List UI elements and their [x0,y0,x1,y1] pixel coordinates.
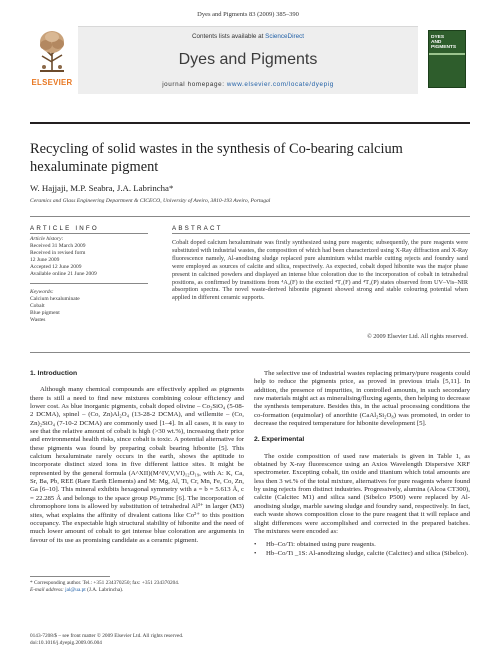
introduction-paragraph: Although many chemical compounds are effectively applied as pigments there is still a need to find new mixtures combining colour efficiency and lower cost. As blue inorganic pigments, cobalt doped olivine – Co₂SiO₄ (5-08-2 DCMA), spinel – (Co, Zn)Al₂O₄ (13-28-2 DCMA), and willemite – (Co, Zn)₂SiO₄ (7-10-2 DCMA) are commonly used [1–4]. In all cases, it is easy to see that the relative amount of cobalt is high (>30 wt.%), increasing their price and environmental health risks, since cobalt is toxic. A potential alternative for these pigments was found by preparing cobalt bearing hibonite [5]. This calcium hexaluminate rarely occurs in the earth, shows the aptitude to incorporate distinct sized ions in five different lattice sites. It might be represented by the general formula (A^XII)(M^IV,V,VI)₁₂O₁₉, with A: K, Ca, Sr, Ba, Pb, REE (Rare Earth Elements) and M: Mg, Al, Ti, Cr, Mn, Fe, Co, Zn, Ga [6–10]. This mineral exhibits hexagonal symmetry with a = b = 5.613 Å, c = 22.285 Å and belongs to the space group P6₃/mmc [6]. The incorporation of chromophore ions is allowed by substitution of tetrahedral Al³⁺ in larger (M3) sites, what explains the affinity of divalent cations like Co²⁺ to this position occupancy. The expectable high structural stability of hibonite and the need of much lower amount of cobalt to get intense blue coloration are arguments in favour of its use as promising candidate as a ceramic pigment. [30,386,244,544]
article-info-rule [30,233,148,234]
cover-title-line-3: PIGMENTS [431,45,457,51]
contents-line [78,33,418,40]
experimental-heading: 2. Experimental [254,436,305,444]
left-column [30,370,244,545]
footnote-rule [30,576,110,577]
abstract-text: Cobalt doped calcium hexaluminate was firstly synthesized using pure reagents; subsequently, the pure reagents were substituted with industrial wastes, the composition of which had been characterized using X-Ray diffraction and X-Ray fluorescence namely, Al-anodising sludge replaced pure aluminium whilst marble cutting rejects and foundry sand were employed as sources of calcite and silica, respectively. As expected, cobalt doped hibonite was the major phase present in calcined powders and displayed an intense blue coloration due to the incorporation of cobalt in tetrahedral positions, as confirmed by transitions from ⁴A₂(F) to the excited ⁴T₁(F) and ⁴T₁(P) states observed from UV–Vis–NIR absorption spectra. The novel waste-derived hibonite pigment showed strong and stable colouring potential when applied in different ceramic supports. [172,239,468,302]
keyword-item: Blue pigment [30,309,60,316]
sciencedirect-link[interactable]: ScienceDirect [265,33,304,40]
cover-title [431,35,463,51]
experimental-paragraph: The oxide composition of used raw materials is given in Table 1, as obtained by X-ray fluorescence using an Axios Wavelength Dispersive XRF spectrometer. Excepting cobalt, tin oxide and titanium which total amounts are less then 3 wt.% of the total mixture, alternatives for pure reagents where found by using rejects from distinct industries. Progressively, alumina (Alcoa CT300), calcite (Calcitec M1) and silica sand (Sibelco P500) were replaced by Al-anodising sludge, marble sawing sludge and foundry sand, respectively. In fact, each waste shows composition close to the pure reagent that it will replace and slight differences were accomplished and corrected in the prepared batches. The mixtures were encoded as: [254,452,470,535]
list-item [254,550,470,558]
keyword-item: Cobalt [30,302,45,309]
list-item-text: Hb–Co/Ti _1S: Al-anodizing sludge, calcite (Calcitec) and silica (Sibelco). [266,549,469,557]
issn-line: 0143-7208/$ – see front matter © 2009 Elsevier Ltd. All rights reserved. [30,633,184,639]
doi-line[interactable]: doi:10.1016/j.dyepig.2009.06.004 [30,639,102,646]
history-item: Available online 21 June 2009 [30,271,97,278]
cover-title-line-2: AND [431,40,442,46]
contents-prefix: Contents lists available at [191,33,266,40]
history-block [30,236,148,279]
header-rule [30,122,470,124]
tree-logo-icon [36,28,68,74]
introduction-paragraph-2: The selective use of industrial wastes replacing primary/pure reagents could help to reduce the pigments price, as proved in previous trials [5,11]. In addition, the presence of impurities, in controlled amounts, in such secondary raw materials might act as mineralising/fluxing agents, then helping to decrease the synthesis temperature. Besides this, in the actual processing conditions the co-formation (equimolar) of anorthite (CaAl₂Si₂O₈) was promoted, in order to decrease the required temperature for hibonite development [5]. [254,370,470,428]
keywords-block [30,289,148,324]
list-item-text: Hb–Co/Ti: obtained using pure reagents. [266,541,376,549]
info-divider [30,283,148,284]
journal-cover-thumbnail[interactable] [428,30,466,88]
history-item: Received in revised form [30,250,86,257]
authors-text: W. Hajjaji, M.P. Seabra, J.A. Labrincha [30,183,169,193]
article-title [30,141,460,176]
email-label: E-mail address: [30,586,66,593]
author-list [30,183,173,193]
article-title-line-1: Recycling of solid wastes in the synthesis of Co-bearing calcium [30,141,403,157]
corresponding-author-note: * Corresponding author. Tel.: +351 234370250; fax: +351 234370204. [30,580,180,586]
abstract-copyright: © 2009 Elsevier Ltd. All rights reserved. [367,333,468,340]
publisher-name: ELSEVIER [31,78,73,87]
cover-stripe [429,53,465,55]
email-suffix: (J.A. Labrincha). [85,586,124,593]
history-label: Article history: [30,236,64,242]
history-item: Received 31 March 2009 [30,243,86,250]
article-info [30,236,148,324]
homepage-link[interactable]: www.elsevier.com/locate/dyepig [226,81,334,88]
list-item [254,541,470,549]
abstract-divider [30,352,470,353]
journal-reference: Dyes and Pigments 83 (2009) 385–390 [197,11,299,18]
footnote [30,580,244,593]
right-column [254,370,470,558]
history-item: Accepted 12 June 2009 [30,264,82,271]
elsevier-logo[interactable] [30,28,74,92]
keyword-item: Calcium hexaluminate [30,295,80,302]
homepage-prefix: journal homepage: [162,81,227,88]
cover-title-line-1: DYES [431,35,445,40]
keyword-item: Wastes [30,316,46,323]
journal-header-box [78,26,418,94]
email-link[interactable]: jal@ua.pt [65,586,86,593]
journal-title: Dyes and Pigments [178,51,318,68]
abstract-heading: ABSTRACT [172,225,223,232]
abstract-rule [172,233,470,234]
journal-banner [30,26,470,94]
corresponding-mark[interactable]: * [168,183,174,193]
keywords-label: Keywords: [30,288,54,295]
issn-block [30,633,244,646]
introduction-heading: 1. Introduction [30,370,78,377]
bullet-icon: • [254,541,257,549]
title-divider [30,216,470,217]
email-line [30,587,244,594]
article-title-line-2: hexaluminate pigment [30,158,159,175]
article-info-heading: ARTICLE INFO [30,225,99,232]
bullet-icon: • [254,549,257,557]
journal-homepage-line [78,81,418,88]
history-item: 12 June 2009 [30,257,60,264]
affiliation: Ceramics and Glass Engineering Department & CICECO, University of Aveiro, 3810-193 Aveiro, Portugal [30,198,271,204]
